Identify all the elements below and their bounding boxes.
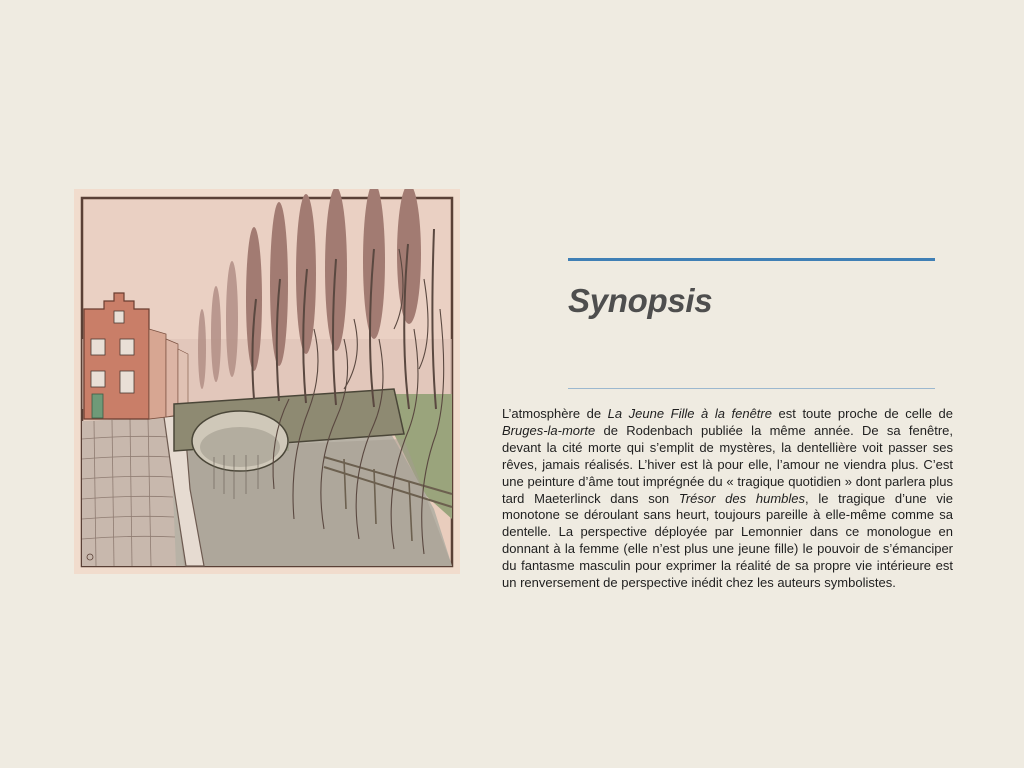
title-rule-bottom bbox=[568, 388, 935, 389]
work-title-la-jeune-fille: La Jeune Fille à la fenêtre bbox=[607, 406, 772, 421]
text-run: de Rodenbach publiée la même année. De sa fenêtre, devant la cité morte qui s’emplit de mystères, la dentellière voit passer ses rêves, jamais réalisés. L’hiver est là pour elle, l’amour ne viendra plus. C’est une peinture d’âme tout imprégnée du « tragique quotidien » dont parlera plus tard Maeterlinck dans son bbox=[502, 422, 953, 506]
text-run: L’atmosphère de bbox=[502, 406, 608, 421]
synopsis-paragraph bbox=[502, 406, 953, 592]
text-run: est toute proche de celle de bbox=[771, 406, 953, 421]
text-run: , le tragique d’une vie monotone se déroulant sans heurt, toujours pareille à elle-même comme sa dentelle. La perspective déployée par Lemonnier dans ce monologue en donnant à la femme (elle n’est plus une jeune fille) le pouvoir de s’émanciper du fantasme masculin pour exprimer la réalité de sa propre vie intérieure est un renversement de perspective inédit chez les auteurs symbolistes. bbox=[502, 490, 953, 591]
canal-illustration bbox=[74, 189, 460, 574]
slide-title: Synopsis bbox=[568, 282, 713, 319]
work-title-bruges-la-morte: Bruges-la-morte bbox=[502, 422, 596, 438]
work-title-tresor-des-humbles: Trésor des humbles bbox=[678, 490, 805, 506]
canal-illustration-drawing bbox=[74, 189, 460, 574]
title-rule-top bbox=[568, 258, 935, 261]
